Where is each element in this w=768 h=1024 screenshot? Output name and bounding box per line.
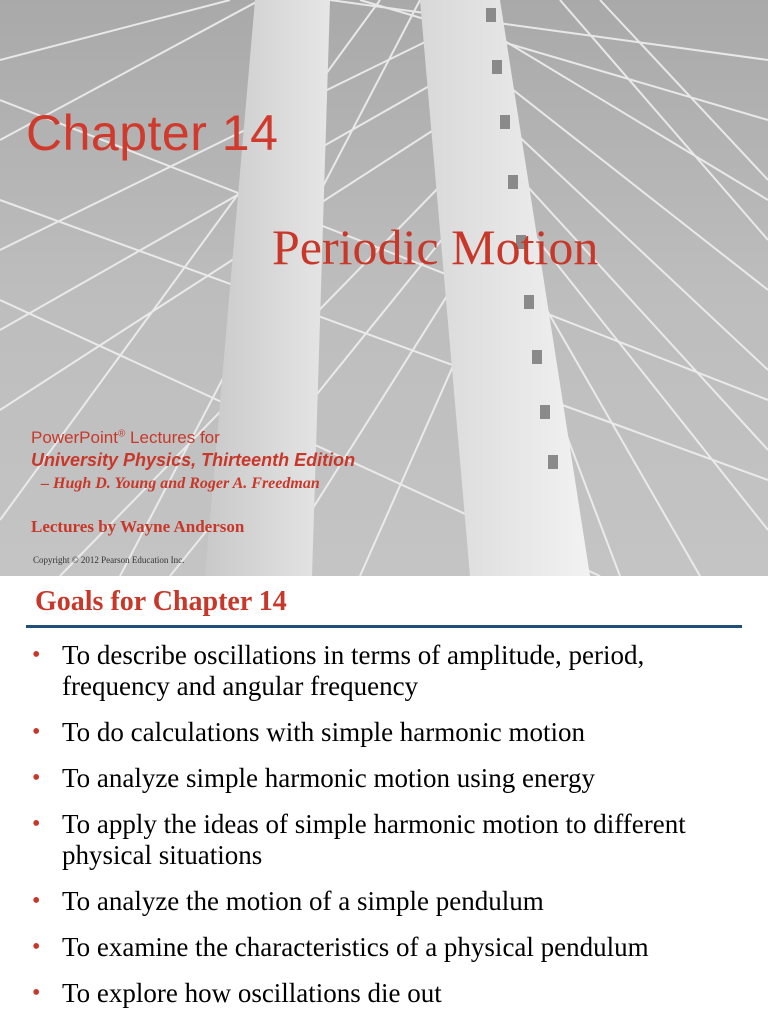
goal-item (0, 886, 768, 917)
bullet-icon: • (32, 980, 41, 1006)
bullet-icon: • (32, 811, 41, 837)
goal-text: To analyze the motion of a simple pendulum (62, 886, 544, 916)
goal-text: To describe oscillations in terms of amplitude, period, frequency and angular frequency (62, 640, 645, 701)
goal-text: To examine the characteristics of a physical pendulum (62, 932, 649, 962)
powerpoint-lectures-line (31, 428, 220, 448)
copyright-notice: Copyright © 2012 Pearson Education Inc. (33, 555, 185, 565)
book-title: University Physics, Thirteenth Edition (31, 450, 356, 470)
bullet-icon: • (32, 719, 41, 745)
goal-item (0, 717, 768, 748)
goal-item (0, 640, 768, 702)
goals-list (0, 640, 768, 1024)
lecturer: Lectures by Wayne Anderson (31, 517, 245, 536)
goal-item (0, 932, 768, 963)
powerpoint-suffix: Lectures for (125, 428, 220, 447)
slide-title: Chapter 14 (26, 105, 279, 161)
bullet-icon: • (32, 642, 41, 668)
book-authors: – Hugh D. Young and Roger A. Freedman (41, 475, 320, 492)
goal-item (0, 978, 768, 1009)
title-divider (26, 625, 742, 628)
goal-item (0, 809, 768, 871)
bullet-icon: • (32, 888, 41, 914)
bullet-icon: • (32, 765, 41, 791)
goal-text: To do calculations with simple harmonic motion (62, 717, 586, 747)
bullet-icon: • (32, 934, 41, 960)
goal-item (0, 763, 768, 794)
registered-mark: ® (117, 428, 126, 440)
goal-text: To explore how oscillations die out (62, 978, 442, 1008)
goal-text: To analyze simple harmonic motion using energy (62, 763, 595, 793)
slide-subtitle: Periodic Motion (272, 219, 599, 275)
goal-text: To apply the ideas of simple harmonic motion to different physical situations (62, 809, 686, 870)
goals-slide (0, 576, 768, 1024)
goals-title: Goals for Chapter 14 (35, 586, 287, 617)
powerpoint-prefix: PowerPoint (31, 428, 118, 447)
